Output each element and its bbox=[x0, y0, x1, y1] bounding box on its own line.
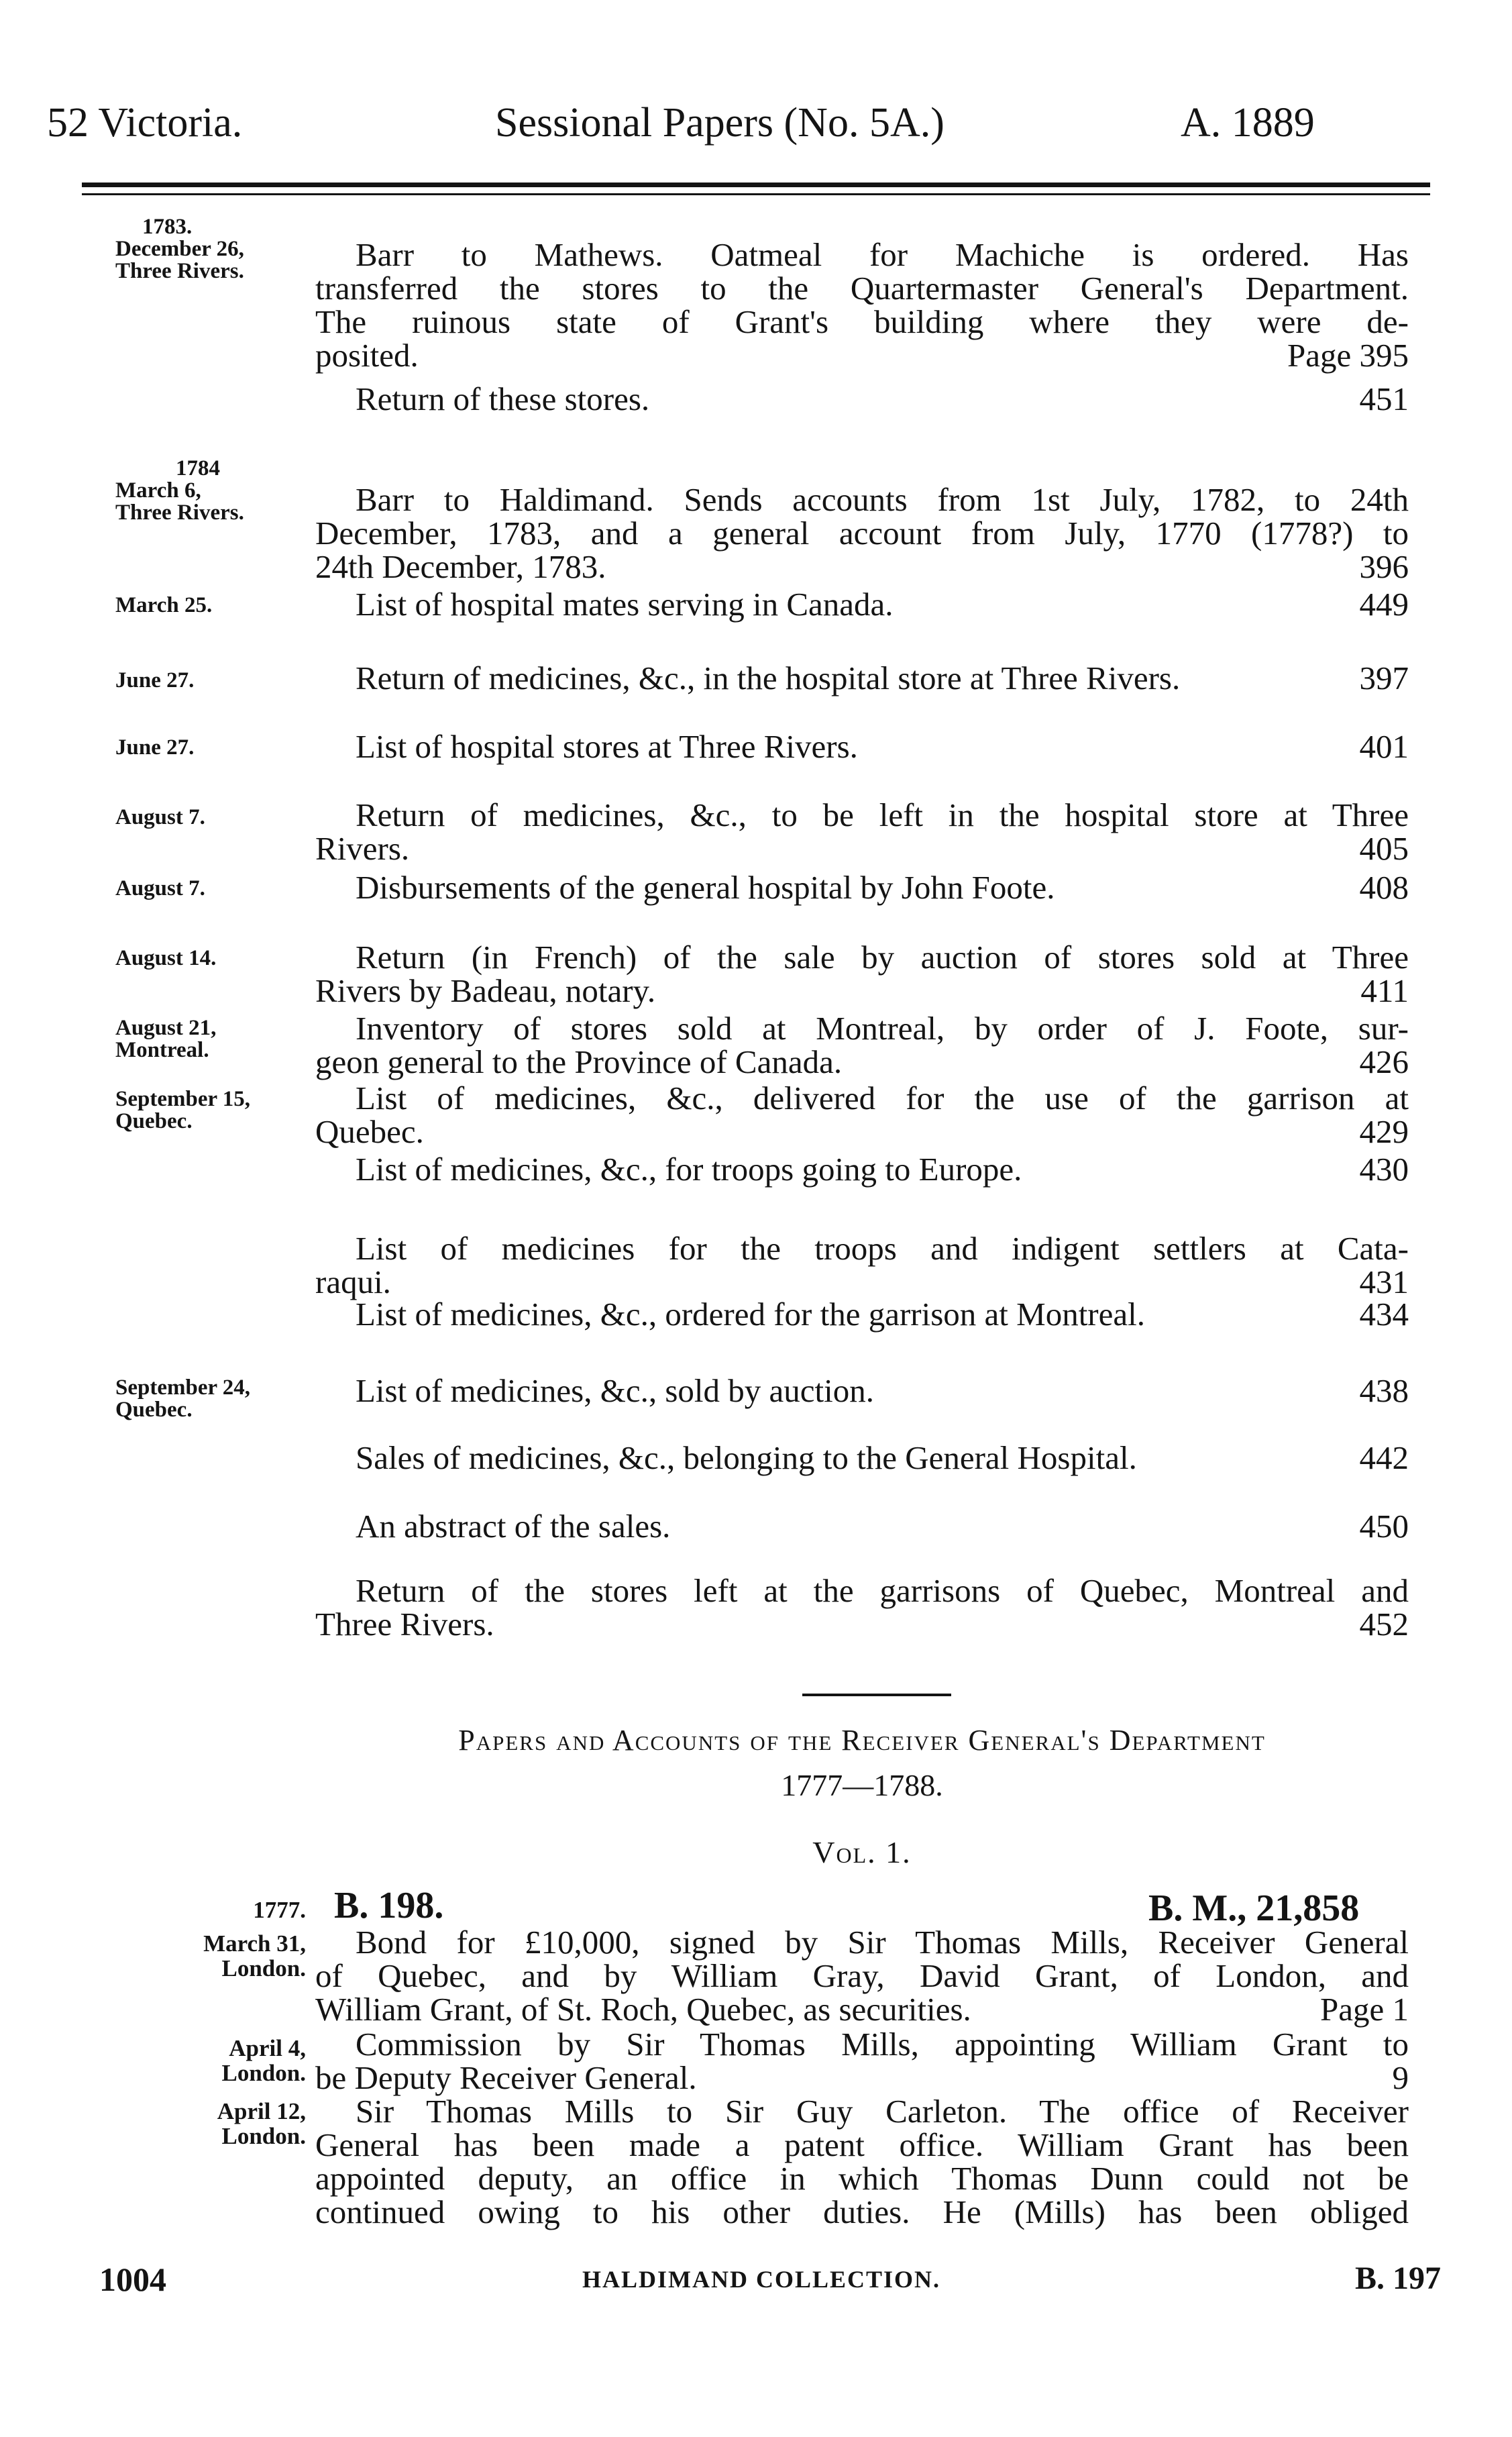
page-ref: 411 bbox=[1360, 972, 1409, 1009]
entry: Return of medicines, &c., to be left in the hospital store at Three Rivers. 405 bbox=[315, 796, 1409, 867]
running-head-right: A. 1889 bbox=[1181, 100, 1315, 146]
entry: Return of the stores left at the garrisons of Quebec, Montreal and Three Rivers. 452 bbox=[315, 1572, 1409, 1643]
entry-date: March 25. bbox=[115, 593, 213, 617]
volume-label: Vol. 1. bbox=[812, 1835, 912, 1869]
page-ref: 430 bbox=[1359, 1151, 1409, 1188]
entry-date: August 7. bbox=[115, 876, 205, 900]
section-years: 1777—1788. bbox=[781, 1768, 943, 1802]
entry: Return of medicines, &c., in the hospital store at Three Rivers. 397 bbox=[356, 660, 1409, 696]
entry: Bond for £10,000, signed by Sir Thomas Mills, Receiver General of Quebec, and by William Gray, David Grant, of London, and William Grant, of St. Roch, Quebec, as securities. Page 1 bbox=[315, 1924, 1409, 2028]
entry-date: April 4, London. bbox=[221, 2035, 306, 2086]
page-ref: 397 bbox=[1359, 660, 1409, 696]
page-ref: 452 bbox=[1359, 1606, 1409, 1643]
page-ref: 442 bbox=[1359, 1439, 1409, 1476]
header-rule-thin bbox=[82, 193, 1430, 195]
footer-collection: HALDIMAND COLLECTION. bbox=[582, 2266, 941, 2293]
entry-date: September 24, Quebec. bbox=[115, 1376, 251, 1422]
page-ref: 438 bbox=[1359, 1372, 1409, 1409]
entry: Inventory of stores sold at Montreal, by order of J. Foote, sur- geon general to the Province of Canada. 426 bbox=[315, 1010, 1409, 1080]
entry-date: August 21, Montreal. bbox=[115, 1016, 217, 1062]
page-ref: 434 bbox=[1359, 1296, 1409, 1333]
entry-date: March 31, London. bbox=[203, 1930, 306, 1981]
section-divider bbox=[802, 1694, 951, 1696]
entry: List of medicines for the troops and indigent settlers at Cata- raqui. 431 bbox=[315, 1230, 1409, 1300]
entry: List of hospital mates serving in Canada. 449 bbox=[356, 586, 1409, 623]
page-ref: 401 bbox=[1359, 728, 1409, 765]
footer-page-number: 1004 bbox=[99, 2261, 166, 2298]
entry-date: 1784 March 6, Three Rivers. bbox=[115, 456, 244, 525]
page-ref: 431 bbox=[1359, 1263, 1409, 1300]
volume-head-right: B. M., 21,858 bbox=[1148, 1887, 1360, 1929]
entry-date: June 27. bbox=[115, 735, 195, 760]
page-ref: 451 bbox=[1359, 380, 1409, 417]
entry-date: April 12, London. bbox=[217, 2098, 306, 2149]
entry: Sales of medicines, &c., belonging to the General Hospital. 442 bbox=[356, 1439, 1409, 1476]
entry: List of hospital stores at Three Rivers. 401 bbox=[356, 728, 1409, 765]
entry-date: September 15, Quebec. bbox=[115, 1087, 251, 1133]
entry: Disbursements of the general hospital by John Foote. 408 bbox=[356, 869, 1409, 906]
page-ref: 9 bbox=[1392, 2059, 1409, 2096]
page-ref: 429 bbox=[1359, 1113, 1409, 1150]
entry: List of medicines, &c., for troops going to Europe. 430 bbox=[356, 1151, 1409, 1188]
header-rule-thick bbox=[82, 183, 1430, 187]
running-head-center: Sessional Papers (No. 5A.) bbox=[495, 100, 944, 146]
page-ref: 426 bbox=[1359, 1043, 1409, 1080]
entry: List of medicines, &c., delivered for the use of the garrison at Quebec. 429 bbox=[315, 1080, 1409, 1150]
entry: Barr to Haldimand. Sends accounts from 1st July, 1782, to 24th December, 1783, and a general account from July, 1770 (1778?) to 24th December, 1783. 396 bbox=[315, 481, 1409, 585]
entry: List of medicines, &c., ordered for the garrison at Montreal. 434 bbox=[356, 1296, 1409, 1333]
page-ref: 449 bbox=[1359, 586, 1409, 623]
volume-head-left: B. 198. bbox=[334, 1885, 444, 1926]
page-ref: Page 395 bbox=[1287, 337, 1409, 374]
page-ref: 405 bbox=[1359, 830, 1409, 867]
page-ref: 396 bbox=[1359, 548, 1409, 585]
entry: Barr to Mathews. Oatmeal for Machiche is ordered. Has transferred the stores to the Quartermaster General's Department. The ruinous state of Grant's building where they were de- posited. Page 395 bbox=[315, 236, 1409, 374]
page-ref: Page 1 bbox=[1320, 1991, 1409, 2028]
entry: Commission by Sir Thomas Mills, appointing William Grant to be Deputy Receiver General. 9 bbox=[315, 2026, 1409, 2096]
footer-volume: B. 197 bbox=[1355, 2261, 1442, 2296]
entry-year: 1777. bbox=[253, 1897, 306, 1923]
entry-date: 1783. December 26, Three Rivers. bbox=[115, 215, 244, 283]
entry: List of medicines, &c., sold by auction. 438 bbox=[356, 1372, 1409, 1409]
entry: An abstract of the sales. 450 bbox=[356, 1508, 1409, 1545]
page-ref: 408 bbox=[1359, 869, 1409, 906]
entry: Sir Thomas Mills to Sir Guy Carleton. The office of Receiver General has been made a patent office. William Grant has been appointed deputy, an office in which Thomas Dunn could not be continued owing to his other duties. He (Mills) has been obliged bbox=[315, 2093, 1409, 2230]
entry: Return of these stores. 451 bbox=[356, 380, 1409, 417]
entry-date: June 27. bbox=[115, 668, 195, 692]
entry-date: August 14. bbox=[115, 946, 217, 970]
running-head-left: 52 Victoria. bbox=[47, 100, 243, 146]
page-ref: 450 bbox=[1359, 1508, 1409, 1545]
section-title: Papers and Accounts of the Receiver General's Department bbox=[458, 1724, 1266, 1757]
entry-date: August 7. bbox=[115, 805, 205, 829]
entry: Return (in French) of the sale by auction of stores sold at Three Rivers by Badeau, notary. 411 bbox=[315, 939, 1409, 1009]
